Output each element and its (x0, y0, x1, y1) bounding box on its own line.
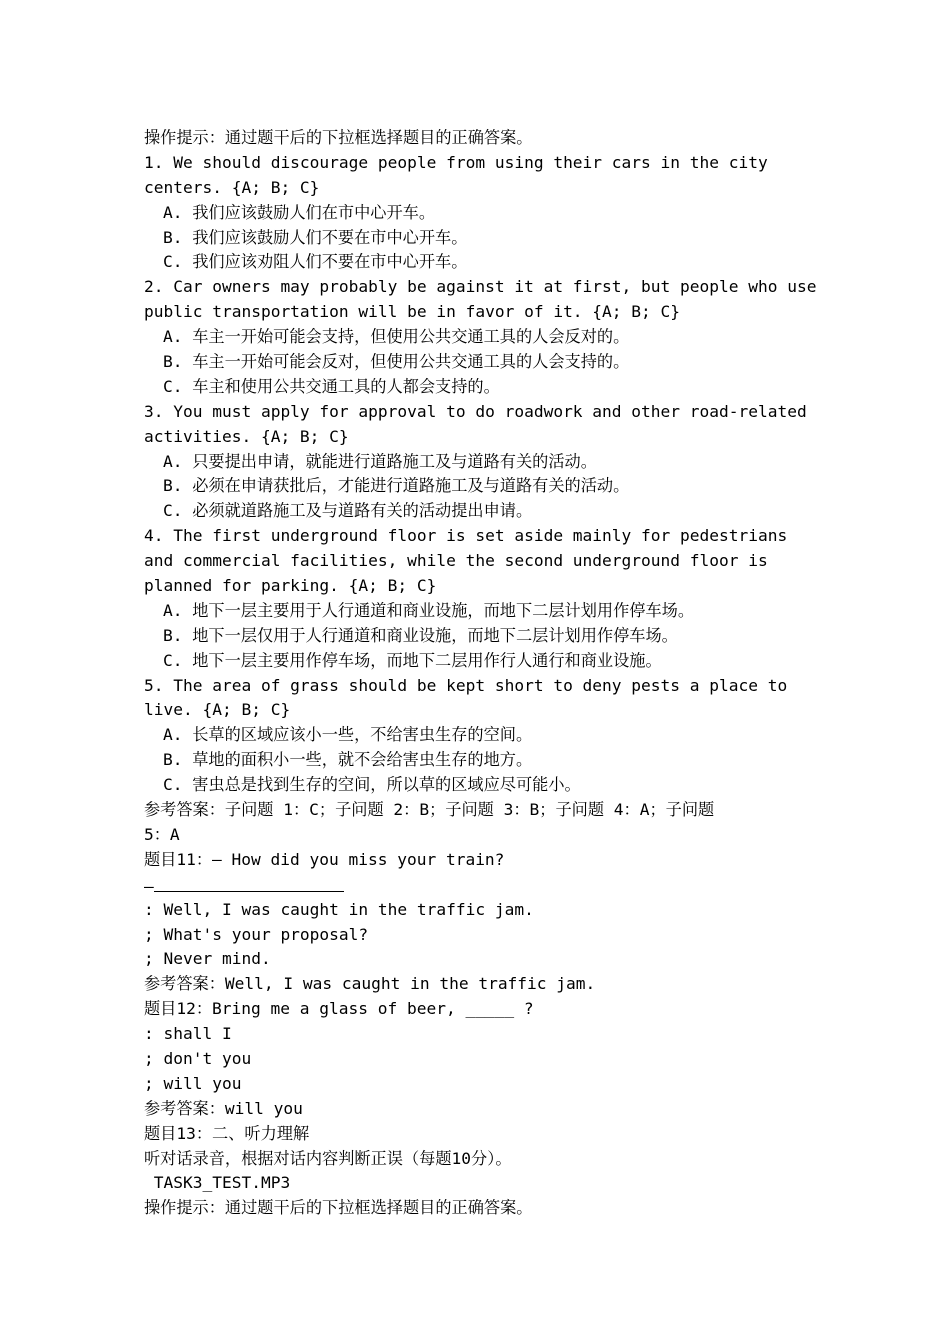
dash: — (144, 876, 154, 896)
audio-file-name: TASK3_TEST.MP3 (144, 1173, 291, 1193)
question-1 (144, 151, 824, 275)
question-4 (144, 524, 824, 673)
option-c: C. 车主和使用公共交通工具的人都会支持的。 (163, 376, 500, 396)
option-a: A. 车主一开始可能会支持，但使用公共交通工具的人会反对的。 (163, 327, 630, 347)
option-c: C. 必须就道路施工及与道路有关的活动提出申请。 (163, 501, 533, 521)
question-stem-line: 5. The area of grass should be kept short to deny pests a place to (144, 675, 788, 695)
question-13 (144, 1122, 824, 1197)
question-title: 题目13：二、听力理解 (144, 1123, 310, 1143)
choice: ; will you (144, 1073, 242, 1093)
question-11 (144, 848, 824, 997)
question-stem-line: 4. The first underground floor is set aside mainly for pedestrians (144, 526, 788, 546)
option-b: B. 草地的面积小一些，就不会给害虫生存的地方。 (163, 750, 533, 770)
question-stem-line: 3. You must apply for approval to do roadwork and other road-related (144, 401, 807, 421)
option-c: C. 害虫总是找到生存的空间，所以草的区域应尽可能小。 (163, 775, 581, 795)
option-a: A. 地下一层主要用于人行通道和商业设施，而地下二层计划用作停车场。 (163, 600, 695, 620)
option-a: A. 我们应该鼓励人们在市中心开车。 (163, 202, 436, 222)
choice: ; don't you (144, 1048, 252, 1068)
option-a: A. 长草的区域应该小一些，不给害虫生存的空间。 (163, 725, 533, 745)
question-stem-line: public transportation will be in favor of it. {A; B; C} (144, 302, 681, 322)
question-2 (144, 275, 824, 399)
question-title: 题目12：Bring me a glass of beer, _____ ? (144, 999, 534, 1019)
option-b: B. 我们应该鼓励人们不要在市中心开车。 (163, 227, 468, 247)
answer-blank (154, 873, 344, 892)
listening-instruction: 听对话录音，根据对话内容判断正误（每题10分）。 (144, 1148, 512, 1168)
question-stem-line: planned for parking. {A; B; C} (144, 576, 437, 596)
operation-hint-bottom: 操作提示：通过题干后的下拉框选择题目的正确答案。 (144, 1198, 533, 1218)
question-stem-line: 1. We should discourage people from using their cars in the city (144, 152, 768, 172)
question-stem-line: and commercial facilities, while the second underground floor is (144, 551, 768, 571)
reference-answer: 参考答案：will you (144, 1098, 303, 1118)
question-stem-line: live. {A; B; C} (144, 700, 291, 720)
question-stem-line: centers. {A; B; C} (144, 177, 320, 197)
question-stem-line: 2. Car owners may probably be against it at first, but people who use (144, 277, 817, 297)
option-c: C. 我们应该劝阻人们不要在市中心开车。 (163, 252, 468, 272)
option-c: C. 地下一层主要用作停车场，而地下二层用作行人通行和商业设施。 (163, 650, 662, 670)
question-title: 题目11：— How did you miss your train? (144, 849, 505, 869)
reference-answer-cont: 5：A (144, 824, 180, 844)
option-b: B. 地下一层仅用于人行通道和商业设施，而地下二层计划用作停车场。 (163, 625, 678, 645)
choice: : Well, I was caught in the traffic jam. (144, 899, 534, 919)
question-5 (144, 674, 824, 798)
option-a: A. 只要提出申请，就能进行道路施工及与道路有关的活动。 (163, 451, 597, 471)
reference-answer: 参考答案：Well, I was caught in the traffic jam. (144, 974, 596, 994)
answer-blank-line (144, 873, 824, 898)
question-3 (144, 400, 824, 524)
choice: ; What's your proposal? (144, 924, 369, 944)
choice: ; Never mind. (144, 949, 271, 969)
operation-hint: 操作提示：通过题干后的下拉框选择题目的正确答案。 (144, 128, 533, 147)
document-page (144, 126, 824, 1221)
option-b: B. 车主一开始可能会反对，但使用公共交通工具的人会支持的。 (163, 352, 630, 372)
reference-answer: 参考答案：子问题 1：C；子问题 2：B；子问题 3：B；子问题 4：A；子问题 (144, 800, 715, 820)
option-b: B. 必须在申请获批后，才能进行道路施工及与道路有关的活动。 (163, 476, 630, 496)
question-stem-line: activities. {A; B; C} (144, 426, 349, 446)
question-12 (144, 997, 824, 1121)
choice: : shall I (144, 1024, 232, 1044)
